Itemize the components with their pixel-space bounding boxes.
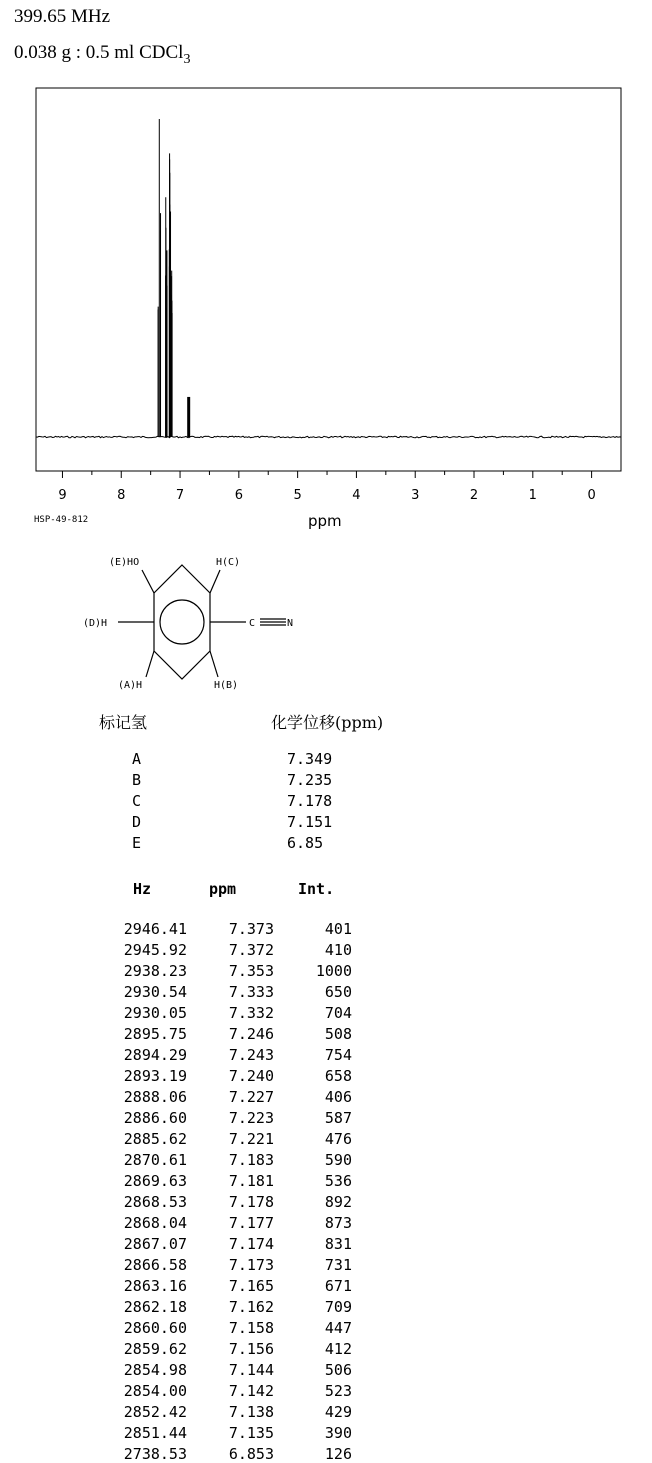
peak-int: 506 <box>324 1361 352 1379</box>
label-nitrogen: N <box>287 618 294 629</box>
peak-ppm: 7.162 <box>228 1298 274 1316</box>
peak-header-int: Int. <box>298 880 335 898</box>
peak-ppm: 7.156 <box>228 1340 274 1358</box>
peak-ppm: 7.138 <box>228 1403 274 1421</box>
benzene-ring <box>154 565 210 679</box>
peak-int: 671 <box>324 1277 352 1295</box>
peak-int: 429 <box>324 1403 352 1421</box>
label-c: H(C) <box>216 557 241 568</box>
peak-int: 754 <box>324 1046 352 1064</box>
peak-hz: 2893.19 <box>123 1067 187 1085</box>
peak-int: 390 <box>324 1424 352 1442</box>
assignment-shift: 7.178 <box>287 792 333 810</box>
label-a: (A)H <box>118 680 143 691</box>
peak-hz: 2866.58 <box>123 1256 187 1274</box>
peak-hz: 2868.53 <box>123 1193 187 1211</box>
molecule-structure <box>0 0 652 700</box>
peak-header-ppm: ppm <box>209 880 237 898</box>
peak-hz: 2930.05 <box>123 1004 187 1022</box>
sample-subscript: 3 <box>183 51 191 67</box>
x-tick-label: 6 <box>234 488 243 503</box>
peak-ppm: 7.373 <box>228 920 274 938</box>
assignment-shift: 6.85 <box>287 834 324 852</box>
peak-hz: 2868.04 <box>123 1214 187 1232</box>
x-tick-label: 2 <box>469 488 479 503</box>
peak-ppm: 7.223 <box>228 1109 274 1127</box>
peak-ppm: 7.240 <box>228 1067 274 1085</box>
peak-hz: 2870.61 <box>123 1151 187 1169</box>
peak-ppm: 7.246 <box>228 1025 274 1043</box>
peak-hz: 2886.60 <box>123 1109 187 1127</box>
bond-hb <box>210 651 218 677</box>
peak-ppm: 7.178 <box>228 1193 274 1211</box>
peak-hz: 2854.00 <box>123 1382 187 1400</box>
assignment-shift: 7.349 <box>287 750 333 768</box>
peak-hz: 2854.98 <box>123 1361 187 1379</box>
peak-int: 412 <box>324 1340 352 1358</box>
peak-hz: 2859.62 <box>123 1340 187 1358</box>
spectrum-code: HSP-49-812 <box>34 515 89 525</box>
peak-int: 587 <box>324 1109 352 1127</box>
aromatic-circle <box>160 600 204 644</box>
peak-int: 523 <box>324 1382 352 1400</box>
peak-hz: 2852.42 <box>123 1403 187 1421</box>
peak-hz: 2885.62 <box>123 1130 187 1148</box>
peak-int: 590 <box>324 1151 352 1169</box>
peak-int: 704 <box>324 1004 352 1022</box>
peak-int: 731 <box>324 1256 352 1274</box>
bond-ha <box>146 651 154 677</box>
peak-int: 1000 <box>315 962 352 980</box>
peak-ppm: 7.174 <box>228 1235 274 1253</box>
x-tick-label: 3 <box>411 488 420 503</box>
assignment-shift: 7.151 <box>287 813 333 831</box>
peak-hz: 2863.16 <box>123 1277 187 1295</box>
assignment-label: B <box>132 771 142 789</box>
sample-text: 0.038 g : 0.5 ml CDCl <box>14 42 184 63</box>
x-axis-label: ppm <box>308 512 342 530</box>
peak-hz: 2860.60 <box>123 1319 187 1337</box>
peak-ppm: 7.183 <box>228 1151 274 1169</box>
peak-ppm: 7.165 <box>228 1277 274 1295</box>
peak-int: 401 <box>324 920 352 938</box>
assignment-label-header: 标记氢 <box>99 713 148 732</box>
peak-int: 410 <box>324 941 352 959</box>
peak-header-hz: Hz <box>133 880 152 898</box>
peak-int: 709 <box>324 1298 352 1316</box>
bond-hc <box>210 570 220 593</box>
assignment-label: E <box>132 834 142 852</box>
x-tick-label: 4 <box>352 488 361 503</box>
peak-hz: 2738.53 <box>123 1445 187 1463</box>
peak-int: 873 <box>324 1214 352 1232</box>
assignment-label: C <box>132 792 142 810</box>
x-tick-label: 8 <box>117 488 126 503</box>
peak-ppm: 7.173 <box>228 1256 274 1274</box>
peak-int: 658 <box>324 1067 352 1085</box>
assignment-label: D <box>132 813 142 831</box>
peak-hz: 2888.06 <box>123 1088 187 1106</box>
peak-int: 892 <box>324 1193 352 1211</box>
assignment-shift-header: 化学位移(ppm) <box>271 713 384 732</box>
peak-ppm: 7.227 <box>228 1088 274 1106</box>
peak-ppm: 7.332 <box>228 1004 274 1022</box>
peak-ppm: 7.333 <box>228 983 274 1001</box>
peak-hz: 2938.23 <box>123 962 187 980</box>
spectrometer-frequency: 399.65 MHz <box>14 6 111 27</box>
peak-int: 126 <box>324 1445 352 1463</box>
label-b: H(B) <box>214 680 239 691</box>
peak-ppm: 7.353 <box>228 962 274 980</box>
label-e: (E)HO <box>109 557 140 568</box>
peak-hz: 2851.44 <box>123 1424 187 1442</box>
peak-hz: 2867.07 <box>123 1235 187 1253</box>
peak-int: 650 <box>324 983 352 1001</box>
peak-ppm: 6.853 <box>228 1445 274 1463</box>
assignment-label: A <box>132 750 142 768</box>
peak-ppm: 7.135 <box>228 1424 274 1442</box>
peak-hz: 2945.92 <box>123 941 187 959</box>
peak-ppm: 7.158 <box>228 1319 274 1337</box>
x-tick-label: 9 <box>58 488 67 503</box>
peak-ppm: 7.181 <box>228 1172 274 1190</box>
peak-ppm: 7.142 <box>228 1382 274 1400</box>
peak-int: 406 <box>324 1088 352 1106</box>
peak-hz: 2895.75 <box>123 1025 187 1043</box>
peak-ppm: 7.243 <box>228 1046 274 1064</box>
peak-ppm: 7.221 <box>228 1130 274 1148</box>
peak-ppm: 7.177 <box>228 1214 274 1232</box>
x-tick-label: 1 <box>528 488 537 503</box>
peak-hz: 2862.18 <box>123 1298 187 1316</box>
peak-int: 508 <box>324 1025 352 1043</box>
peak-hz: 2869.63 <box>123 1172 187 1190</box>
peak-int: 476 <box>324 1130 352 1148</box>
peak-int: 536 <box>324 1172 352 1190</box>
peak-hz: 2894.29 <box>123 1046 187 1064</box>
peak-ppm: 7.372 <box>228 941 274 959</box>
bond-oh <box>142 570 154 593</box>
peak-int: 447 <box>324 1319 352 1337</box>
x-tick-label: 7 <box>175 488 185 503</box>
x-tick-label: 0 <box>587 488 596 503</box>
peak-hz: 2946.41 <box>123 920 187 938</box>
peak-hz: 2930.54 <box>123 983 187 1001</box>
x-tick-label: 5 <box>293 488 302 503</box>
label-d: (D)H <box>83 618 108 629</box>
peak-int: 831 <box>324 1235 352 1253</box>
peak-ppm: 7.144 <box>228 1361 274 1379</box>
label-carbon: C <box>249 618 256 629</box>
assignment-shift: 7.235 <box>287 771 333 789</box>
